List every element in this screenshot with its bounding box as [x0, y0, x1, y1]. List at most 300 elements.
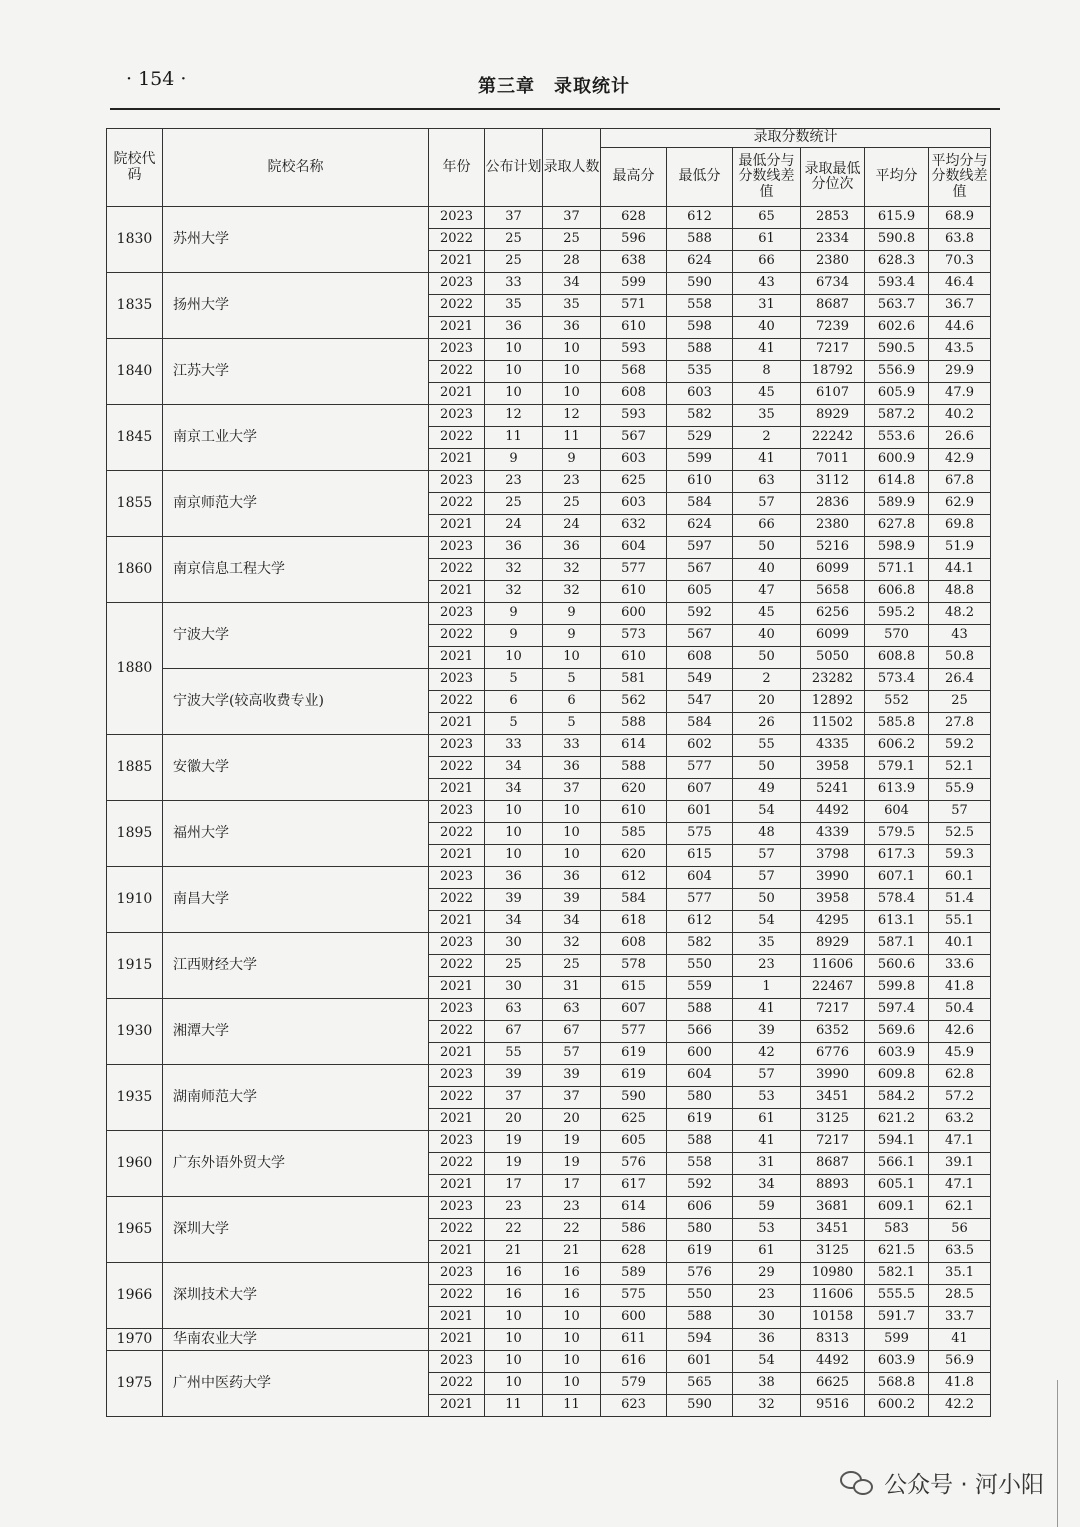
school-code: 1965: [107, 1197, 163, 1263]
table-cell: 12: [485, 405, 543, 427]
table-cell: 25: [543, 493, 601, 515]
table-cell: 620: [601, 845, 667, 867]
chapter-title: 第三章 录取统计: [478, 76, 630, 97]
table-cell: 638: [601, 251, 667, 273]
table-cell: 54: [733, 1351, 801, 1373]
table-cell: 25: [543, 229, 601, 251]
table-cell: 9: [543, 625, 601, 647]
table-cell: 9: [543, 603, 601, 625]
table-cell: 20: [733, 691, 801, 713]
table-cell: 34: [543, 911, 601, 933]
school-code: 1855: [107, 471, 163, 537]
table-cell: 42: [733, 1043, 801, 1065]
table-cell: 57: [733, 493, 801, 515]
table-cell: 34: [485, 779, 543, 801]
table-cell: 24: [485, 515, 543, 537]
table-cell: 2021: [429, 1395, 485, 1417]
table-cell: 50: [733, 647, 801, 669]
col-admitted: 录取人数: [543, 129, 601, 207]
table-cell: 9: [543, 449, 601, 471]
table-cell: 43: [733, 273, 801, 295]
table-cell: 4335: [801, 735, 865, 757]
table-cell: 2023: [429, 669, 485, 691]
table-cell: 57: [543, 1043, 601, 1065]
table-cell: 2023: [429, 801, 485, 823]
table-cell: 10: [543, 801, 601, 823]
col-min-rank: 录取最低分位次: [801, 148, 865, 207]
table-cell: 20: [543, 1109, 601, 1131]
table-row: [107, 867, 991, 889]
table-cell: 580: [667, 1087, 733, 1109]
table-cell: 43: [929, 625, 991, 647]
table-cell: 624: [667, 251, 733, 273]
table-cell: 59.3: [929, 845, 991, 867]
table-cell: 9: [485, 603, 543, 625]
table-cell: 35: [543, 295, 601, 317]
table-cell: 39: [543, 1065, 601, 1087]
table-cell: 41.8: [929, 1373, 991, 1395]
table-cell: 614.8: [865, 471, 929, 493]
table-cell: 2023: [429, 1131, 485, 1153]
table-cell: 600: [601, 1307, 667, 1329]
table-cell: 56: [929, 1219, 991, 1241]
table-cell: 47.9: [929, 383, 991, 405]
table-cell: 586: [601, 1219, 667, 1241]
table-cell: 3125: [801, 1109, 865, 1131]
table-cell: 2021: [429, 713, 485, 735]
table-cell: 8687: [801, 1153, 865, 1175]
table-cell: 48.2: [929, 603, 991, 625]
table-cell: 577: [667, 889, 733, 911]
col-min-diff: 最低分与分数线差值: [733, 148, 801, 207]
table-row: [107, 933, 991, 955]
table-cell: 605: [601, 1131, 667, 1153]
table-cell: 33: [485, 735, 543, 757]
table-cell: 7239: [801, 317, 865, 339]
table-cell: 2023: [429, 933, 485, 955]
table-row: [107, 669, 991, 691]
table-cell: 584.2: [865, 1087, 929, 1109]
table-cell: 31: [733, 295, 801, 317]
table-cell: 588: [667, 229, 733, 251]
table-cell: 2021: [429, 647, 485, 669]
table-cell: 36: [543, 317, 601, 339]
table-cell: 32: [485, 581, 543, 603]
table-row: [107, 537, 991, 559]
table-row: [107, 1263, 991, 1285]
table-cell: 619: [601, 1065, 667, 1087]
footer-text: 公众号 · 河小阳: [884, 1472, 1044, 1498]
table-row: [107, 1329, 991, 1351]
table-cell: 592: [667, 1175, 733, 1197]
table-cell: 4295: [801, 911, 865, 933]
table-cell: 31: [543, 977, 601, 999]
table-cell: 2380: [801, 251, 865, 273]
table-cell: 575: [667, 823, 733, 845]
table-cell: 2021: [429, 1329, 485, 1351]
table-cell: 2022: [429, 427, 485, 449]
table-cell: 581: [601, 669, 667, 691]
table-cell: 599.8: [865, 977, 929, 999]
table-cell: 6: [543, 691, 601, 713]
table-cell: 604: [667, 867, 733, 889]
table-cell: 16: [543, 1263, 601, 1285]
table-cell: 45.9: [929, 1043, 991, 1065]
table-cell: 10: [485, 823, 543, 845]
table-cell: 55: [733, 735, 801, 757]
table-cell: 29: [733, 1263, 801, 1285]
table-cell: 571: [601, 295, 667, 317]
table-cell: 10: [485, 1329, 543, 1351]
table-cell: 570: [865, 625, 929, 647]
table-cell: 621.5: [865, 1241, 929, 1263]
table-cell: 550: [667, 1285, 733, 1307]
table-cell: 10: [543, 845, 601, 867]
table-cell: 573.4: [865, 669, 929, 691]
table-cell: 37: [543, 1087, 601, 1109]
table-cell: 3990: [801, 1065, 865, 1087]
table-cell: 535: [667, 361, 733, 383]
table-cell: 582: [667, 405, 733, 427]
table-cell: 1: [733, 977, 801, 999]
school-code: 1845: [107, 405, 163, 471]
table-cell: 606.2: [865, 735, 929, 757]
table-cell: 36: [543, 757, 601, 779]
table-cell: 62.9: [929, 493, 991, 515]
table-cell: 35.1: [929, 1263, 991, 1285]
table-cell: 35: [733, 933, 801, 955]
table-cell: 11606: [801, 955, 865, 977]
table-cell: 609.1: [865, 1197, 929, 1219]
table-cell: 40: [733, 317, 801, 339]
school-code: 1975: [107, 1351, 163, 1417]
school-name: 湘潭大学: [163, 999, 429, 1065]
table-cell: 10: [485, 1373, 543, 1395]
table-cell: 566.1: [865, 1153, 929, 1175]
table-cell: 6099: [801, 559, 865, 581]
table-cell: 5050: [801, 647, 865, 669]
table-row: [107, 735, 991, 757]
school-name: 安徽大学: [163, 735, 429, 801]
table-cell: 47.1: [929, 1131, 991, 1153]
table-cell: 625: [601, 1109, 667, 1131]
table-cell: 21: [543, 1241, 601, 1263]
table-cell: 45: [733, 383, 801, 405]
table-cell: 615.9: [865, 207, 929, 229]
table-cell: 602.6: [865, 317, 929, 339]
table-cell: 2021: [429, 1043, 485, 1065]
table-cell: 39: [485, 889, 543, 911]
table-cell: 590.5: [865, 339, 929, 361]
table-cell: 41: [929, 1329, 991, 1351]
table-cell: 16: [543, 1285, 601, 1307]
school-name: 江西财经大学: [163, 933, 429, 999]
table-cell: 10: [485, 647, 543, 669]
table-cell: 50.4: [929, 999, 991, 1021]
admission-stats-table: [106, 128, 991, 1417]
table-cell: 582.1: [865, 1263, 929, 1285]
table-cell: 614: [601, 1197, 667, 1219]
table-cell: 40.1: [929, 933, 991, 955]
table-cell: 57: [733, 867, 801, 889]
table-cell: 599: [601, 273, 667, 295]
table-cell: 11: [543, 1395, 601, 1417]
school-name: 广州中医药大学: [163, 1351, 429, 1417]
table-cell: 22: [485, 1219, 543, 1241]
table-cell: 63.2: [929, 1109, 991, 1131]
table-cell: 19: [485, 1153, 543, 1175]
table-cell: 613.1: [865, 911, 929, 933]
table-cell: 10: [543, 1373, 601, 1395]
school-name: 广东外语外贸大学: [163, 1131, 429, 1197]
table-cell: 597: [667, 537, 733, 559]
table-cell: 32: [543, 559, 601, 581]
table-cell: 2022: [429, 1021, 485, 1043]
table-cell: 10: [485, 845, 543, 867]
table-cell: 593: [601, 405, 667, 427]
table-cell: 40.2: [929, 405, 991, 427]
table-cell: 601: [667, 1351, 733, 1373]
table-cell: 16: [485, 1285, 543, 1307]
table-cell: 590: [601, 1087, 667, 1109]
table-cell: 2023: [429, 603, 485, 625]
table-cell: 57: [929, 801, 991, 823]
table-cell: 45: [733, 603, 801, 625]
table-cell: 583: [865, 1219, 929, 1241]
table-cell: 595.2: [865, 603, 929, 625]
table-cell: 529: [667, 427, 733, 449]
table-cell: 2022: [429, 229, 485, 251]
table-cell: 603.9: [865, 1351, 929, 1373]
table-cell: 39: [485, 1065, 543, 1087]
table-cell: 597.4: [865, 999, 929, 1021]
table-cell: 25: [485, 251, 543, 273]
table-cell: 55.9: [929, 779, 991, 801]
table-cell: 604: [667, 1065, 733, 1087]
table-cell: 26.4: [929, 669, 991, 691]
table-cell: 3958: [801, 889, 865, 911]
table-cell: 5: [485, 713, 543, 735]
table-cell: 11502: [801, 713, 865, 735]
school-code: 1966: [107, 1263, 163, 1329]
table-cell: 43.5: [929, 339, 991, 361]
table-cell: 611: [601, 1329, 667, 1351]
table-cell: 601: [667, 801, 733, 823]
table-cell: 624: [667, 515, 733, 537]
school-code: 1895: [107, 801, 163, 867]
table-cell: 3958: [801, 757, 865, 779]
table-cell: 44.1: [929, 559, 991, 581]
school-code: 1935: [107, 1065, 163, 1131]
table-cell: 585: [601, 823, 667, 845]
table-cell: 65: [733, 207, 801, 229]
table-cell: 47.1: [929, 1175, 991, 1197]
table-cell: 67: [543, 1021, 601, 1043]
table-cell: 591.7: [865, 1307, 929, 1329]
school-name: 南京工业大学: [163, 405, 429, 471]
school-name: 福州大学: [163, 801, 429, 867]
table-cell: 7217: [801, 999, 865, 1021]
table-cell: 617.3: [865, 845, 929, 867]
table-cell: 19: [485, 1131, 543, 1153]
table-cell: 5241: [801, 779, 865, 801]
table-cell: 613.9: [865, 779, 929, 801]
table-cell: 2021: [429, 845, 485, 867]
table-cell: 2021: [429, 977, 485, 999]
table-cell: 52.1: [929, 757, 991, 779]
table-cell: 602: [667, 735, 733, 757]
table-cell: 4492: [801, 1351, 865, 1373]
table-cell: 9516: [801, 1395, 865, 1417]
table-cell: 10: [485, 1351, 543, 1373]
table-cell: 2022: [429, 823, 485, 845]
table-cell: 623: [601, 1395, 667, 1417]
col-group-score-stats: 录取分数统计: [601, 129, 991, 148]
table-cell: 53: [733, 1087, 801, 1109]
table-cell: 567: [667, 625, 733, 647]
table-cell: 615: [667, 845, 733, 867]
table-cell: 608: [601, 933, 667, 955]
table-cell: 605.9: [865, 383, 929, 405]
table-cell: 589: [601, 1263, 667, 1285]
table-cell: 615: [601, 977, 667, 999]
table-cell: 588: [601, 757, 667, 779]
school-code: 1970: [107, 1329, 163, 1351]
table-cell: 6734: [801, 273, 865, 295]
table-cell: 587.2: [865, 405, 929, 427]
table-cell: 585.8: [865, 713, 929, 735]
table-cell: 6776: [801, 1043, 865, 1065]
table-cell: 62.8: [929, 1065, 991, 1087]
table-cell: 577: [601, 1021, 667, 1043]
school-name: 宁波大学: [163, 603, 429, 669]
table-cell: 10: [543, 1307, 601, 1329]
table-cell: 17: [485, 1175, 543, 1197]
table-cell: 57: [733, 845, 801, 867]
table-cell: 584: [667, 493, 733, 515]
table-cell: 32: [543, 581, 601, 603]
table-cell: 6256: [801, 603, 865, 625]
table-cell: 628: [601, 207, 667, 229]
table-cell: 10: [485, 801, 543, 823]
table-cell: 54: [733, 911, 801, 933]
table-cell: 2021: [429, 515, 485, 537]
table-cell: 10: [543, 1351, 601, 1373]
header-row-1: [107, 129, 991, 148]
table-cell: 38: [733, 1373, 801, 1395]
table-cell: 34: [485, 757, 543, 779]
table-cell: 4339: [801, 823, 865, 845]
table-row: [107, 1065, 991, 1087]
school-code: 1860: [107, 537, 163, 603]
table-cell: 8929: [801, 933, 865, 955]
table-cell: 16: [485, 1263, 543, 1285]
table-cell: 589.9: [865, 493, 929, 515]
table-row: [107, 603, 991, 625]
table-cell: 5216: [801, 537, 865, 559]
table-cell: 610: [667, 471, 733, 493]
table-cell: 51.9: [929, 537, 991, 559]
table-cell: 61: [733, 1241, 801, 1263]
table-cell: 587.1: [865, 933, 929, 955]
table-row: [107, 1131, 991, 1153]
table-row: [107, 999, 991, 1021]
table-cell: 29.9: [929, 361, 991, 383]
table-cell: 25: [485, 229, 543, 251]
table-cell: 600: [601, 603, 667, 625]
table-cell: 607: [601, 999, 667, 1021]
table-cell: 582: [667, 933, 733, 955]
table-cell: 63: [733, 471, 801, 493]
table-cell: 32: [733, 1395, 801, 1417]
table-cell: 567: [601, 427, 667, 449]
table-cell: 34: [543, 273, 601, 295]
table-cell: 20: [485, 1109, 543, 1131]
table-cell: 31: [733, 1153, 801, 1175]
table-cell: 576: [601, 1153, 667, 1175]
table-cell: 2022: [429, 1285, 485, 1307]
table-cell: 34: [485, 911, 543, 933]
table-cell: 2022: [429, 1373, 485, 1395]
table-cell: 50: [733, 757, 801, 779]
table-cell: 10: [543, 647, 601, 669]
table-cell: 46.4: [929, 273, 991, 295]
table-cell: 616: [601, 1351, 667, 1373]
table-cell: 42.2: [929, 1395, 991, 1417]
table-cell: 619: [667, 1241, 733, 1263]
table-cell: 42.9: [929, 449, 991, 471]
table-cell: 33.6: [929, 955, 991, 977]
school-name: 苏州大学: [163, 207, 429, 273]
table-cell: 10: [543, 383, 601, 405]
table-cell: 63.5: [929, 1241, 991, 1263]
table-cell: 30: [485, 933, 543, 955]
table-cell: 36: [485, 867, 543, 889]
table-cell: 579: [601, 1373, 667, 1395]
table-cell: 603.9: [865, 1043, 929, 1065]
table-cell: 590: [667, 1395, 733, 1417]
table-cell: 2021: [429, 317, 485, 339]
table-cell: 610: [601, 581, 667, 603]
table-cell: 578.4: [865, 889, 929, 911]
table-cell: 2: [733, 669, 801, 691]
table-cell: 10: [543, 361, 601, 383]
footer-watermark: [840, 1466, 1044, 1499]
table-cell: 2021: [429, 1241, 485, 1263]
table-cell: 8: [733, 361, 801, 383]
table-cell: 599: [865, 1329, 929, 1351]
table-cell: 44.6: [929, 317, 991, 339]
table-cell: 2023: [429, 999, 485, 1021]
table-cell: 35: [485, 295, 543, 317]
school-code: 1880: [107, 603, 163, 735]
table-cell: 2023: [429, 405, 485, 427]
table-cell: 584: [601, 889, 667, 911]
table-cell: 41: [733, 1131, 801, 1153]
table-cell: 612: [667, 911, 733, 933]
table-cell: 25: [543, 955, 601, 977]
table-cell: 556.9: [865, 361, 929, 383]
table-row: [107, 273, 991, 295]
col-min: 最低分: [667, 148, 733, 207]
table-cell: 605.1: [865, 1175, 929, 1197]
table-cell: 63: [543, 999, 601, 1021]
table-cell: 50: [733, 537, 801, 559]
table-cell: 619: [601, 1043, 667, 1065]
school-name: 深圳大学: [163, 1197, 429, 1263]
school-name: 南京信息工程大学: [163, 537, 429, 603]
table-cell: 6352: [801, 1021, 865, 1043]
